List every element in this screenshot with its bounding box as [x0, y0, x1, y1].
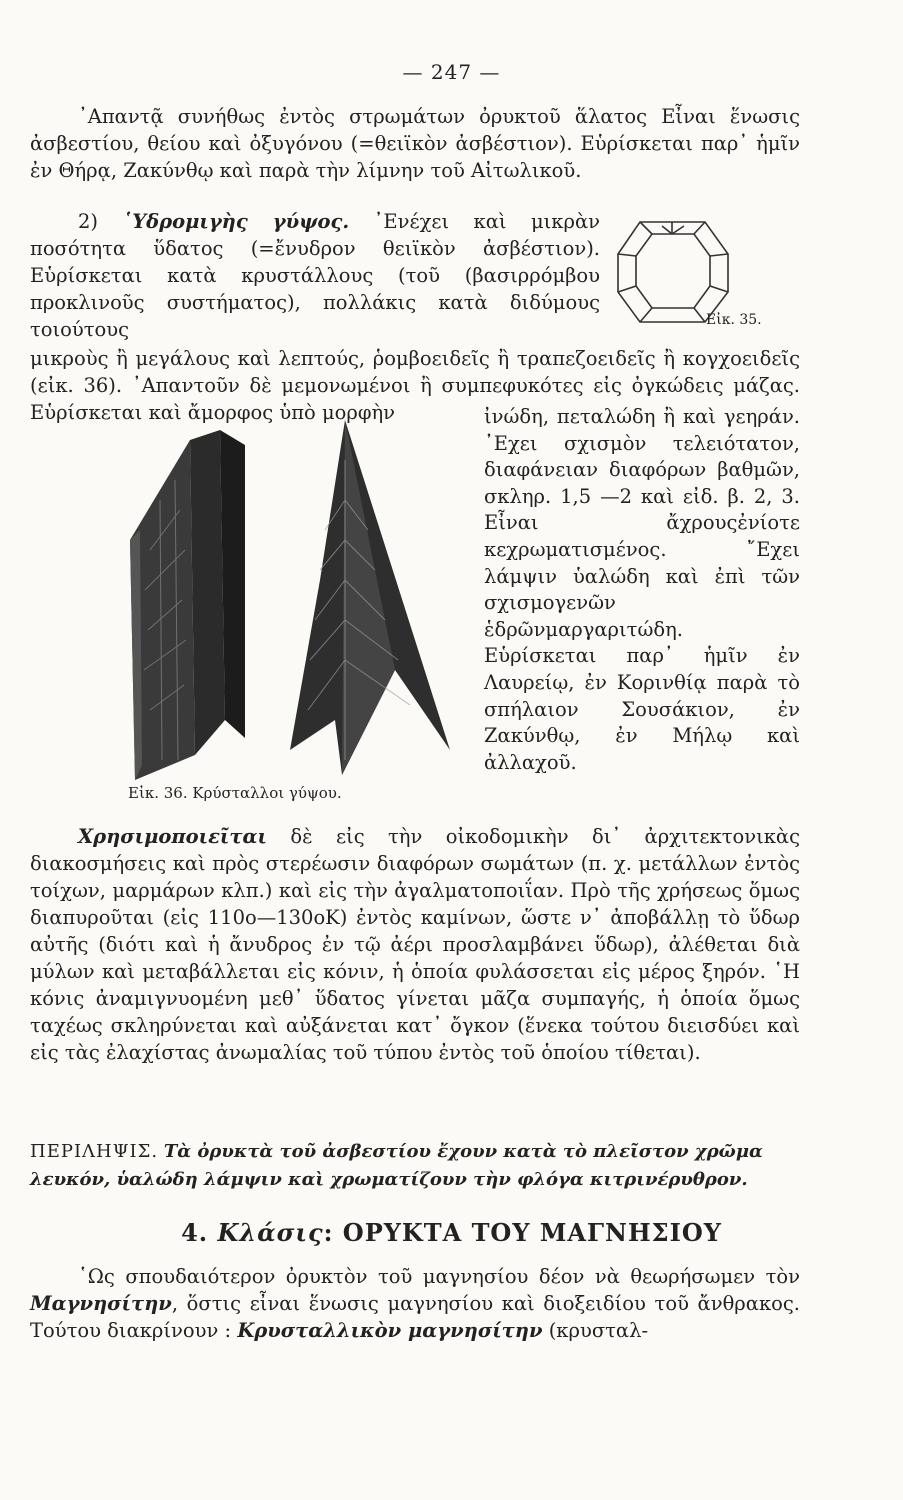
page-number: — 247 —: [402, 60, 501, 84]
summary-label: ΠΕΡΙΛΗΨΙΣ.: [30, 1141, 159, 1162]
figure-36-caption: Εἰκ. 36. Κρύσταλλοι γύψου.: [128, 784, 342, 802]
paragraph-occurrence: [30, 103, 800, 184]
magnesite-term: Μαγνησίτην: [30, 1292, 172, 1315]
heading-class-word: Κλάσις: [217, 1218, 324, 1247]
paragraph-hydrous-gypsum: [30, 208, 600, 343]
paragraph-magnesite: [30, 1263, 800, 1344]
paragraph-uses: [30, 823, 800, 1066]
heading-title: : ΟΡΥΚΤΑ ΤΟΥ ΜΑΓΝΗΣΙΟΥ: [323, 1218, 722, 1247]
paragraph-forms-text: μικροὺς ἢ μεγάλους καὶ λεπτούς, ῥομβοειδεῖς ἢ τραπεζοειδεῖς ἢ κογχοειδεῖς (εἰκ. 36). ᾽Απαντοῦν δὲ μεμονωμένοι ἢ συμπεφυκότες εἰς ὀγκώδεις μάζας. Εὑρίσκεται καὶ ἄμορφος ὑπὸ μορφὴν: [30, 347, 800, 424]
heading-number: 4.: [181, 1218, 209, 1247]
paragraph-properties-text: ἰνώδη, πεταλώδη ἢ καὶ γεηράν. ᾽Εχει σχισμὸν τελειότατον, διαφάνειαν διαφόρων βαθμῶν, σκληρ. 1,5 —2 καὶ εἰδ. β. 2, 3. Εἶναι ἄχρουςἐνίοτε κεχρωματισμένος. ῎Εχει λάμψιν ὑαλώδη καὶ ἐπὶ τῶν σχισμογενῶν ἑδρῶνμαργαριτώδη. Εὑρίσκεται παρ᾽ ἡμῖν ἐν Λαυρείῳ, ἐν Κορινθίᾳ παρὰ τὸ σπήλαιον Σουσάκιον, ἐν Ζακύνθῳ, ἐν Μήλῳ καὶ ἀλλαχοῦ.: [484, 405, 800, 774]
summary-text: Τὰ ὀρυκτὰ τοῦ ἀσβεστίου ἔχουν κατὰ τὸ πλεῖστον χρῶμα λευκόν, ὑαλώδη λάμψιν καὶ χρωματίζουν τὴν φλόγα κιτρινέρυθρον.: [30, 1141, 763, 1190]
section-heading: [0, 1218, 903, 1247]
paragraph-magnesite-text-c: , ὅστις εἶναι ἕνωσις μαγνησίου καὶ διοξειδίου τοῦ ἄνθρακος. Τούτου διακρίνουν :: [30, 1292, 800, 1342]
summary: [30, 1138, 800, 1194]
section-number: 2): [78, 210, 99, 233]
crystalline-magnesite-term: Κρυσταλλικὸν μαγνησίτην: [237, 1319, 543, 1342]
swallowtail-twin-crystal: [290, 420, 450, 775]
gypsum-crystals-figure: [120, 420, 460, 790]
paragraph-hydrous-gypsum-text: ᾽Ενέχει καὶ μικρὰν ποσότητα ὕδατος (=ἔνυδρον θειϊκὸν ἀσβέστιον). Εὑρίσκεται κατὰ κρυστάλλους (τοῦ (βασιρρόμβου προκλινοῦς συστήματος), πολλάκις κατὰ διδύμους τοιούτους: [30, 210, 600, 341]
paragraph-uses-text: δὲ εἰς τὴν οἰκοδομικὴν δι᾽ ἀρχιτεκτονικὰς διακοσμήσεις καὶ πρὸς στερέωσιν διαφόρων σωμάτων (π. χ. μετάλλων ἐντὸς τοίχων, μαρμάρων κλπ.) καὶ εἰς τὴν ἀγαλματοποιΐαν. Πρὸ τῆς χρήσεως ὅμως διαπυροῦται (εἰς 110ο—130οΚ) ἐντὸς καμίνων, ὥστε ν᾽ ἀποβάλλῃ τὸ ὕδωρ αὐτῆς (διότι καὶ ἡ ἄνυδρος ἐν τῷ ἀέρι προσλαμβάνει ὕδωρ), ἀλέθεται διὰ μύλων καὶ μεταβάλλεται εἰς κόνιν, ἡ ὁποία φυλάσσεται εἰς μέρος ξηρόν. ῾Η κόνις ἀναμιγνυομένη μεθ᾽ ὕδατος γίνεται μᾶζα συμπαγής, ἡ ὁποία ὅμως ταχέως σκληρύνεται καὶ αὐξάνεται κατ᾽ ὄγκον (ἕνεκα τούτου διεισδύει καὶ εἰς τὰς ἐλαχίστας ἀνωμαλίας τοῦ τύπου ἐντὸς τοῦ ὁποίου τίθεται).: [30, 825, 800, 1064]
paragraph-magnesite-text-e: (κρυσταλ-: [548, 1319, 649, 1342]
figure-35-caption: Εἰκ. 35.: [706, 312, 762, 328]
tabular-crystal: [130, 430, 245, 780]
paragraph-occurrence-text: ᾽Απαντᾷ συνήθως ἐντὸς στρωμάτων ὀρυκτοῦ ἅλατος Εἶναι ἕνωσις ἀσβεστίου, θείου καὶ ὀξυγόνου (=θειϊκὸν ἀσβέστιον). Εὑρίσκεται παρ᾽ ἡμῖν ἐν Θήρᾳ, Ζακύνθῳ καὶ παρὰ τὴν λίμνην τοῦ Αἰτωλικοῦ.: [30, 105, 800, 182]
paragraph-properties: [484, 404, 800, 776]
uses-title: Χρησιμοποιεῖται: [78, 825, 267, 848]
paragraph-magnesite-text-a: ῾Ως σπουδαιότερον ὀρυκτὸν τοῦ μαγνησίου δέον νὰ θεωρήσωμεν τὸν: [78, 1265, 800, 1288]
section-title-hydrous-gypsum: ῾Υδρομιγὴς γύψος.: [122, 210, 350, 233]
